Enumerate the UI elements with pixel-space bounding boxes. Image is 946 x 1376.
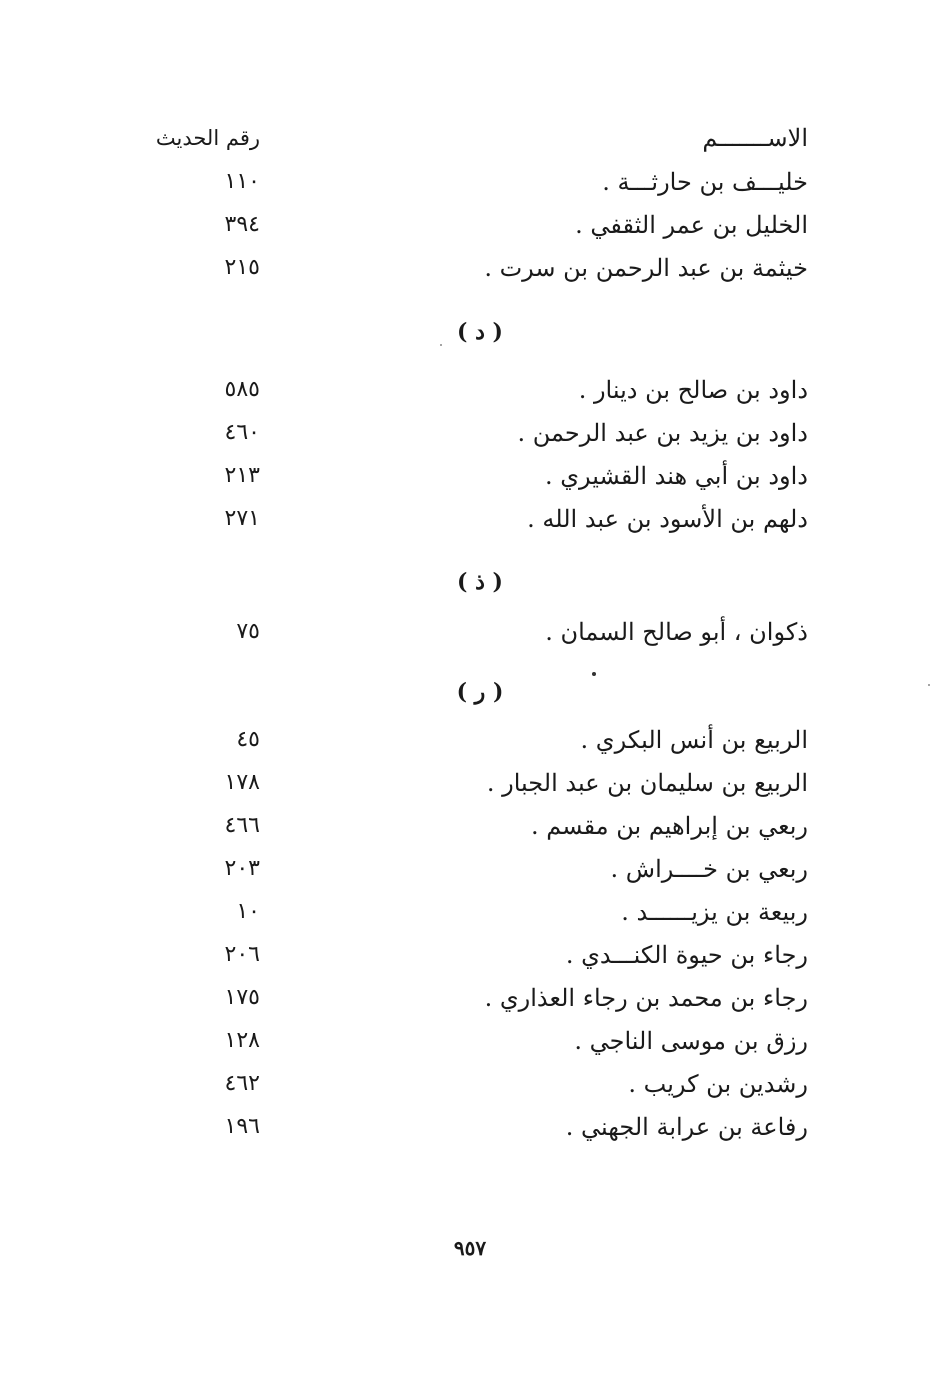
hadith-number: ٧٥ — [236, 619, 260, 644]
hadith-number: ٥٨٥ — [224, 377, 260, 402]
hadith-number: ٤٦٠ — [224, 420, 260, 445]
scan-speck — [440, 344, 442, 346]
stray-ink-dot — [592, 672, 596, 676]
narrator-name: الربيع بن أنس البكري . — [580, 726, 808, 754]
name-column-header: الاســـــــم — [702, 124, 808, 152]
hadith-number: ٣٩٤ — [224, 212, 260, 237]
hadith-number: ٢١٣ — [224, 463, 260, 488]
hadith-number: ٤٦٢ — [224, 1071, 260, 1096]
entry-row — [0, 370, 946, 410]
entry-row — [0, 1064, 946, 1104]
page-number: ٩٥٧ — [453, 1236, 487, 1260]
hadith-number: ١٢٨ — [224, 1028, 260, 1053]
entry-row — [0, 205, 946, 245]
narrator-name: دلهم بن الأسود بن عبد الله . — [527, 505, 808, 533]
entry-row — [0, 456, 946, 496]
entry-row — [0, 935, 946, 975]
narrator-name: داود بن يزيد بن عبد الرحمن . — [517, 419, 808, 447]
entry-row — [0, 1021, 946, 1061]
entry-row — [0, 892, 946, 932]
hadith-number: ٢١٥ — [224, 255, 260, 280]
entry-row — [0, 499, 946, 539]
narrator-name: داود بن أبي هند القشيري . — [544, 462, 808, 490]
entry-row — [0, 978, 946, 1018]
narrator-name: رجاء بن محمد بن رجاء العذاري . — [484, 984, 808, 1012]
narrator-name: ربعي بن خــــراش . — [610, 855, 808, 883]
section-heading-dal: ( د ) — [457, 319, 503, 345]
narrator-name: رزق بن موسى الناجي . — [574, 1027, 808, 1055]
hadith-number: ١٠ — [236, 899, 260, 924]
entry-row — [0, 849, 946, 889]
narrator-name: خيثمة بن عبد الرحمن بن سرت . — [484, 254, 808, 282]
entry-row — [0, 612, 946, 652]
narrator-name: خليـــف بن حارثـــة . — [602, 168, 808, 196]
hadith-number: ٤٦٦ — [224, 813, 260, 838]
narrator-name: ربعي بن إبراهيم بن مقسم . — [530, 812, 808, 840]
scan-speck — [928, 684, 930, 686]
narrator-name: الربيع بن سليمان بن عبد الجبار . — [486, 769, 808, 797]
narrator-name: الخليل بن عمر الثقفي . — [575, 211, 808, 239]
hadith-number: ٢٠٣ — [224, 856, 260, 881]
narrator-name: ربيعة بن يزيــــــد . — [621, 898, 808, 926]
hadith-number: ١٩٦ — [224, 1114, 260, 1139]
section-heading-dhal: ( ذ ) — [457, 569, 503, 595]
hadith-number: ٢٠٦ — [224, 942, 260, 967]
narrator-name: رفاعة بن عرابة الجهني . — [565, 1113, 808, 1141]
entry-row — [0, 1107, 946, 1147]
hadith-number: ١١٠ — [224, 169, 260, 194]
hadith-number: ١٧٥ — [224, 985, 260, 1010]
narrator-name: ذكوان ، أبو صالح السمان . — [545, 618, 808, 646]
hadith-number: ١٧٨ — [224, 770, 260, 795]
section-heading-ra: ( ر ) — [456, 679, 504, 705]
entry-row — [0, 763, 946, 803]
entry-row — [0, 248, 946, 288]
column-header-row — [0, 118, 946, 158]
entry-row — [0, 162, 946, 202]
narrator-name: داود بن صالح بن دينار . — [578, 376, 808, 404]
hadith-number: ٢٧١ — [224, 506, 260, 531]
narrator-name: رجاء بن حيوة الكنـــدي . — [565, 941, 808, 969]
entry-row — [0, 806, 946, 846]
narrator-name: رشدين بن كريب . — [628, 1070, 808, 1098]
hadith-number: ٤٥ — [236, 727, 260, 752]
entry-row — [0, 720, 946, 760]
entry-row — [0, 413, 946, 453]
hadith-number-column-header: رقم الحديث — [155, 126, 260, 150]
